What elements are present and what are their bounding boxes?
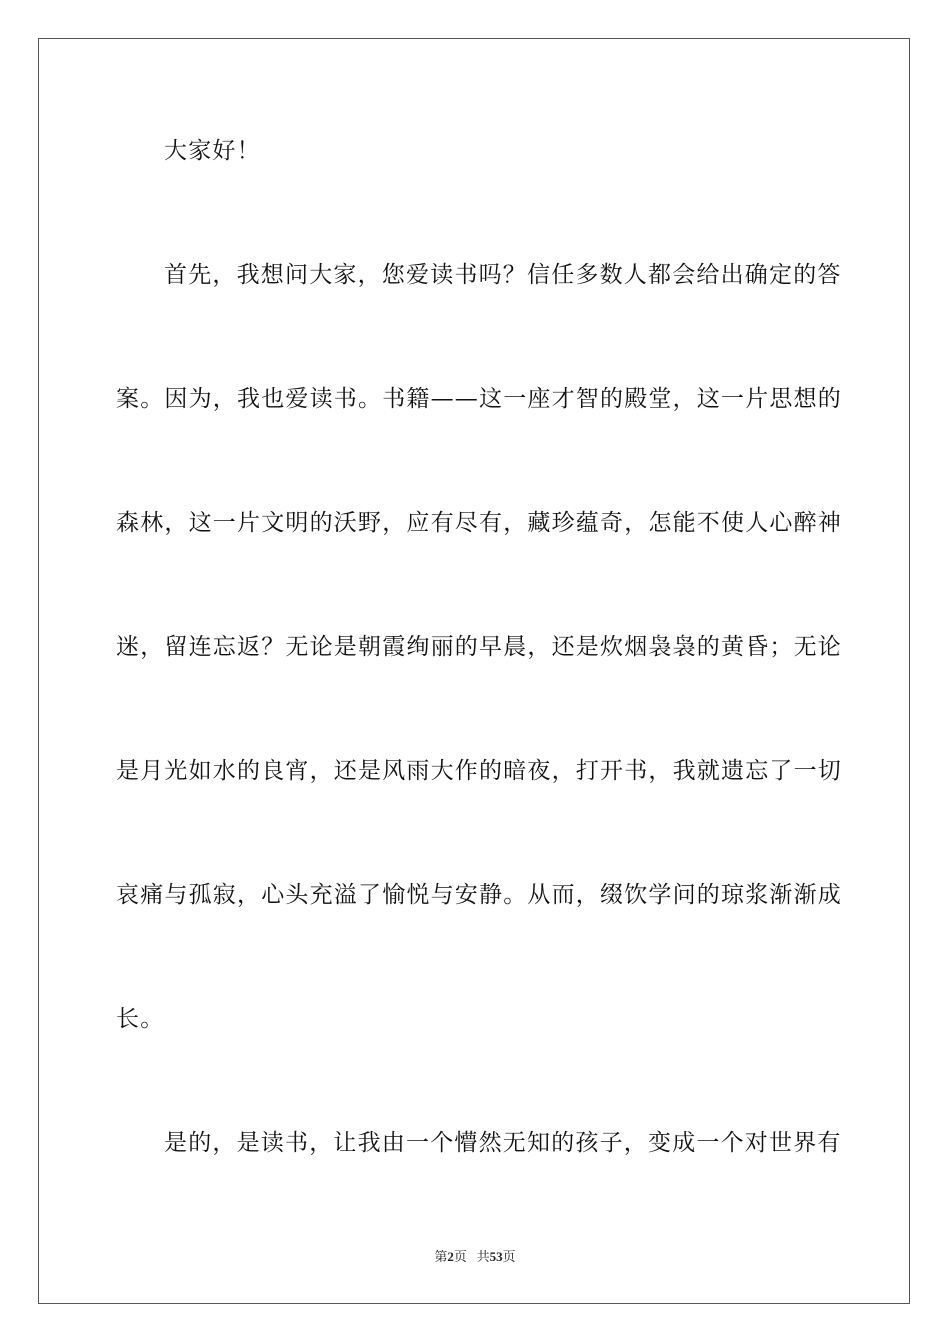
paragraph-line: 长。 bbox=[116, 1006, 165, 1032]
paragraph-line: 首先，我想问大家，您爱读书吗？信任多数人都会给出确定的答 bbox=[164, 262, 842, 288]
page-footer bbox=[0, 1246, 950, 1265]
paragraph-line: 案。因为，我也爱读书。书籍——这一座才智的殿堂，这一片思想的 bbox=[116, 386, 842, 412]
footer-total-suffix: 页 bbox=[502, 1249, 516, 1264]
footer-page-prefix: 第 bbox=[434, 1249, 448, 1264]
footer-total-pages: 53 bbox=[489, 1249, 503, 1264]
paragraph-line: 哀痛与孤寂，心头充溢了愉悦与安静。从而，缀饮学问的琼浆渐渐成 bbox=[116, 882, 842, 908]
footer-total-prefix: 共 bbox=[476, 1249, 490, 1264]
page-frame bbox=[38, 38, 910, 1304]
footer-page-number: 2 bbox=[447, 1249, 454, 1264]
greeting-line: 大家好！ bbox=[164, 138, 261, 164]
paragraph-line: 森林，这一片文明的沃野，应有尽有，藏珍蕴奇，怎能不使人心醉神 bbox=[116, 510, 842, 536]
paragraph-line: 迷，留连忘返？无论是朝霞绚丽的早晨，还是炊烟袅袅的黄昏；无论 bbox=[116, 634, 842, 660]
paragraph-line: 是月光如水的良宵，还是风雨大作的暗夜，打开书，我就遗忘了一切 bbox=[116, 758, 842, 784]
paragraph-line: 是的，是读书，让我由一个懵然无知的孩子，变成一个对世界有 bbox=[164, 1130, 842, 1156]
footer-page-suffix: 页 bbox=[453, 1249, 467, 1264]
